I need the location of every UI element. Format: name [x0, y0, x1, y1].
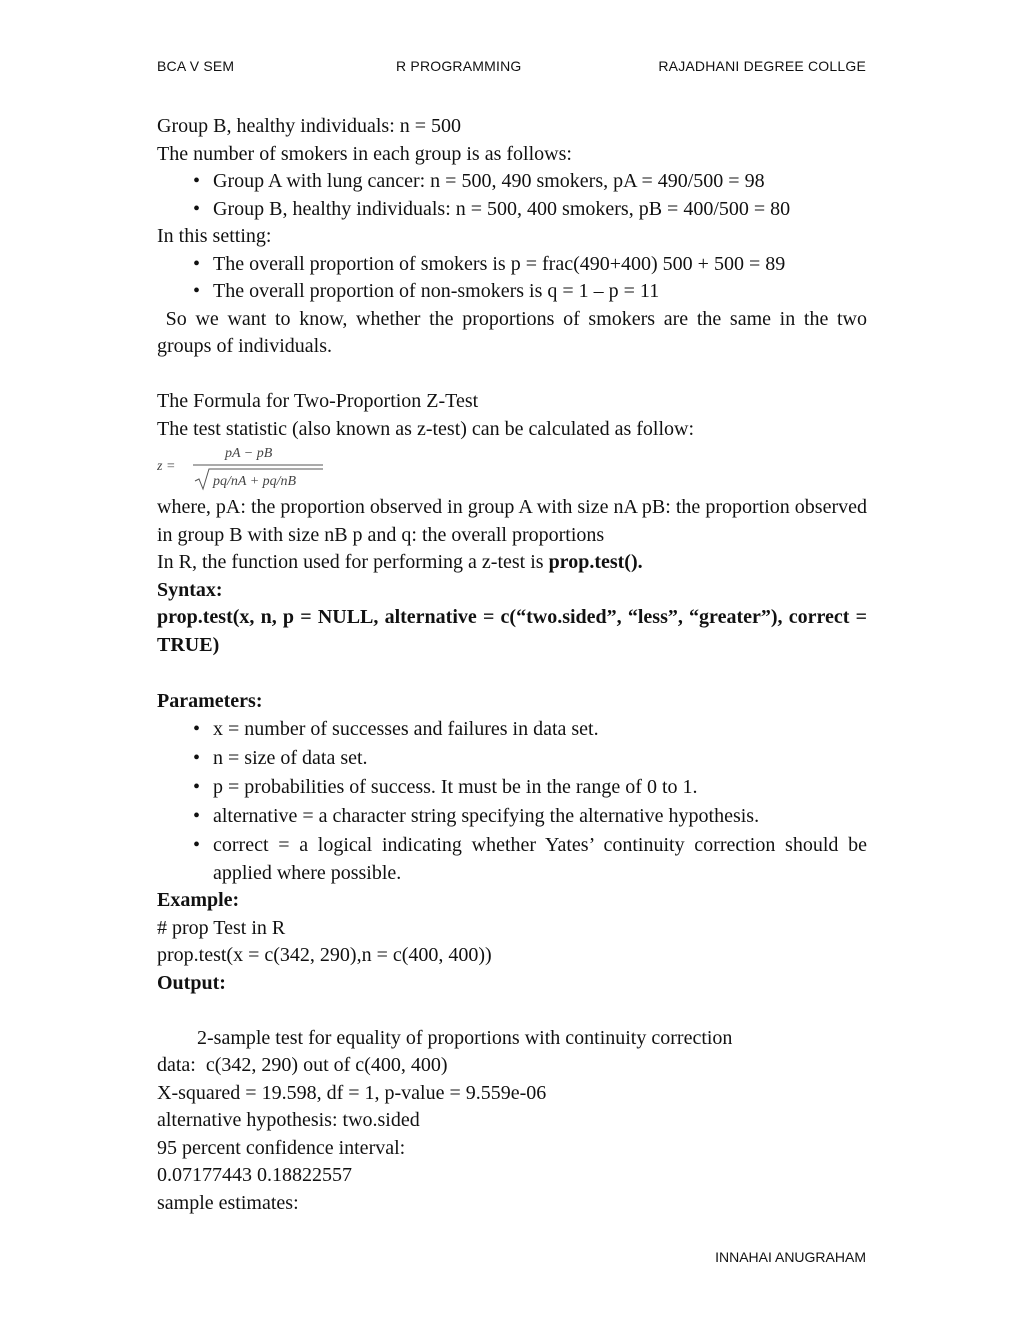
page-content — [157, 113, 872, 1217]
list-item: • Group B, healthy individuals: n = 500, 400 smokers, pB = 400/500 = 80 — [157, 196, 867, 224]
group-list — [157, 168, 867, 223]
parameters-heading: Parameters: — [157, 689, 263, 712]
function-name: prop.test(). — [548, 551, 643, 573]
output-line: alternative hypothesis: two.sided — [157, 1109, 420, 1131]
header-left: BCA V SEM — [157, 58, 235, 74]
setting-text: In this setting: — [157, 225, 272, 247]
example-code: prop.test(x = c(342, 290),n = c(400, 400)) — [157, 944, 492, 966]
output-heading: Output: — [157, 971, 226, 994]
header-right: RAJADHANI DEGREE COLLGE — [658, 58, 866, 74]
function-text — [157, 549, 867, 577]
output-line: 95 percent confidence interval: — [157, 1136, 406, 1159]
output-line: data: c(342, 290) out of c(400, 400) — [157, 1054, 448, 1076]
formula-title: The Formula for Two-Proportion Z-Test — [157, 390, 479, 412]
output-line: 0.07177443 0.18822557 — [157, 1164, 352, 1186]
list-item: • x = number of successes and failures in data set. — [157, 716, 867, 744]
header-center: R PROGRAMMING — [396, 58, 522, 74]
question-text: So we want to know, whether the proportions of smokers are the same in the two groups of individuals. — [157, 307, 872, 357]
list-item: • n = size of data set. — [157, 745, 867, 773]
syntax-heading: Syntax: — [157, 578, 223, 601]
statistic-text: The test statistic (also known as z-test) can be calculated as follow: — [157, 417, 695, 440]
output-title: 2-sample test for equality of proportions with continuity correction — [197, 1026, 733, 1049]
output-line: X-squared = 19.598, df = 1, p-value = 9.559e-06 — [157, 1081, 547, 1104]
example-heading: Example: — [157, 889, 240, 911]
list-item: • The overall proportion of non-smokers is q = 1 – p = 11 — [157, 278, 867, 306]
intro-line-1: Group B, healthy individuals: n = 500 — [157, 115, 462, 137]
list-item: • correct = a logical indicating whether Yates’ continuity correction should be applied where possible. — [157, 832, 867, 887]
list-item: • alternative = a character string specifying the alternative hypothesis. — [157, 803, 867, 831]
parameters-list — [157, 716, 867, 887]
where-text: where, pA: the proportion observed in group A with size nA pB: the proportion observed in group B with size nB p and q: the overall proportions — [157, 496, 867, 546]
example-comment: # prop Test in R — [157, 916, 286, 939]
output-line: sample estimates: — [157, 1191, 299, 1214]
list-item: • The overall proportion of smokers is p = frac(490+400) 500 + 500 = 89 — [157, 251, 867, 279]
function-prefix: In R, the function used for performing a z-test is — [157, 551, 549, 573]
overall-list — [157, 251, 867, 306]
formula-lhs: z = — [157, 459, 176, 474]
footer-author: INNAHAI ANUGRAHAM — [715, 1249, 866, 1265]
z-formula — [157, 443, 867, 494]
list-item: • Group A with lung cancer: n = 500, 490 smokers, pA = 490/500 = 98 — [157, 168, 867, 196]
list-item: • p = probabilities of success. It must be in the range of 0 to 1. — [157, 774, 867, 802]
syntax-code: prop.test(x, n, p = NULL, alternative = c(“two.sided”, “less”, “greater”), correct = TRUE) — [157, 606, 867, 656]
intro-line-2: The number of smokers in each group is as follows: — [157, 142, 572, 165]
formula-denominator: pq/nA + pq/nB — [213, 474, 297, 489]
formula-numerator: pA − pB — [225, 446, 273, 461]
